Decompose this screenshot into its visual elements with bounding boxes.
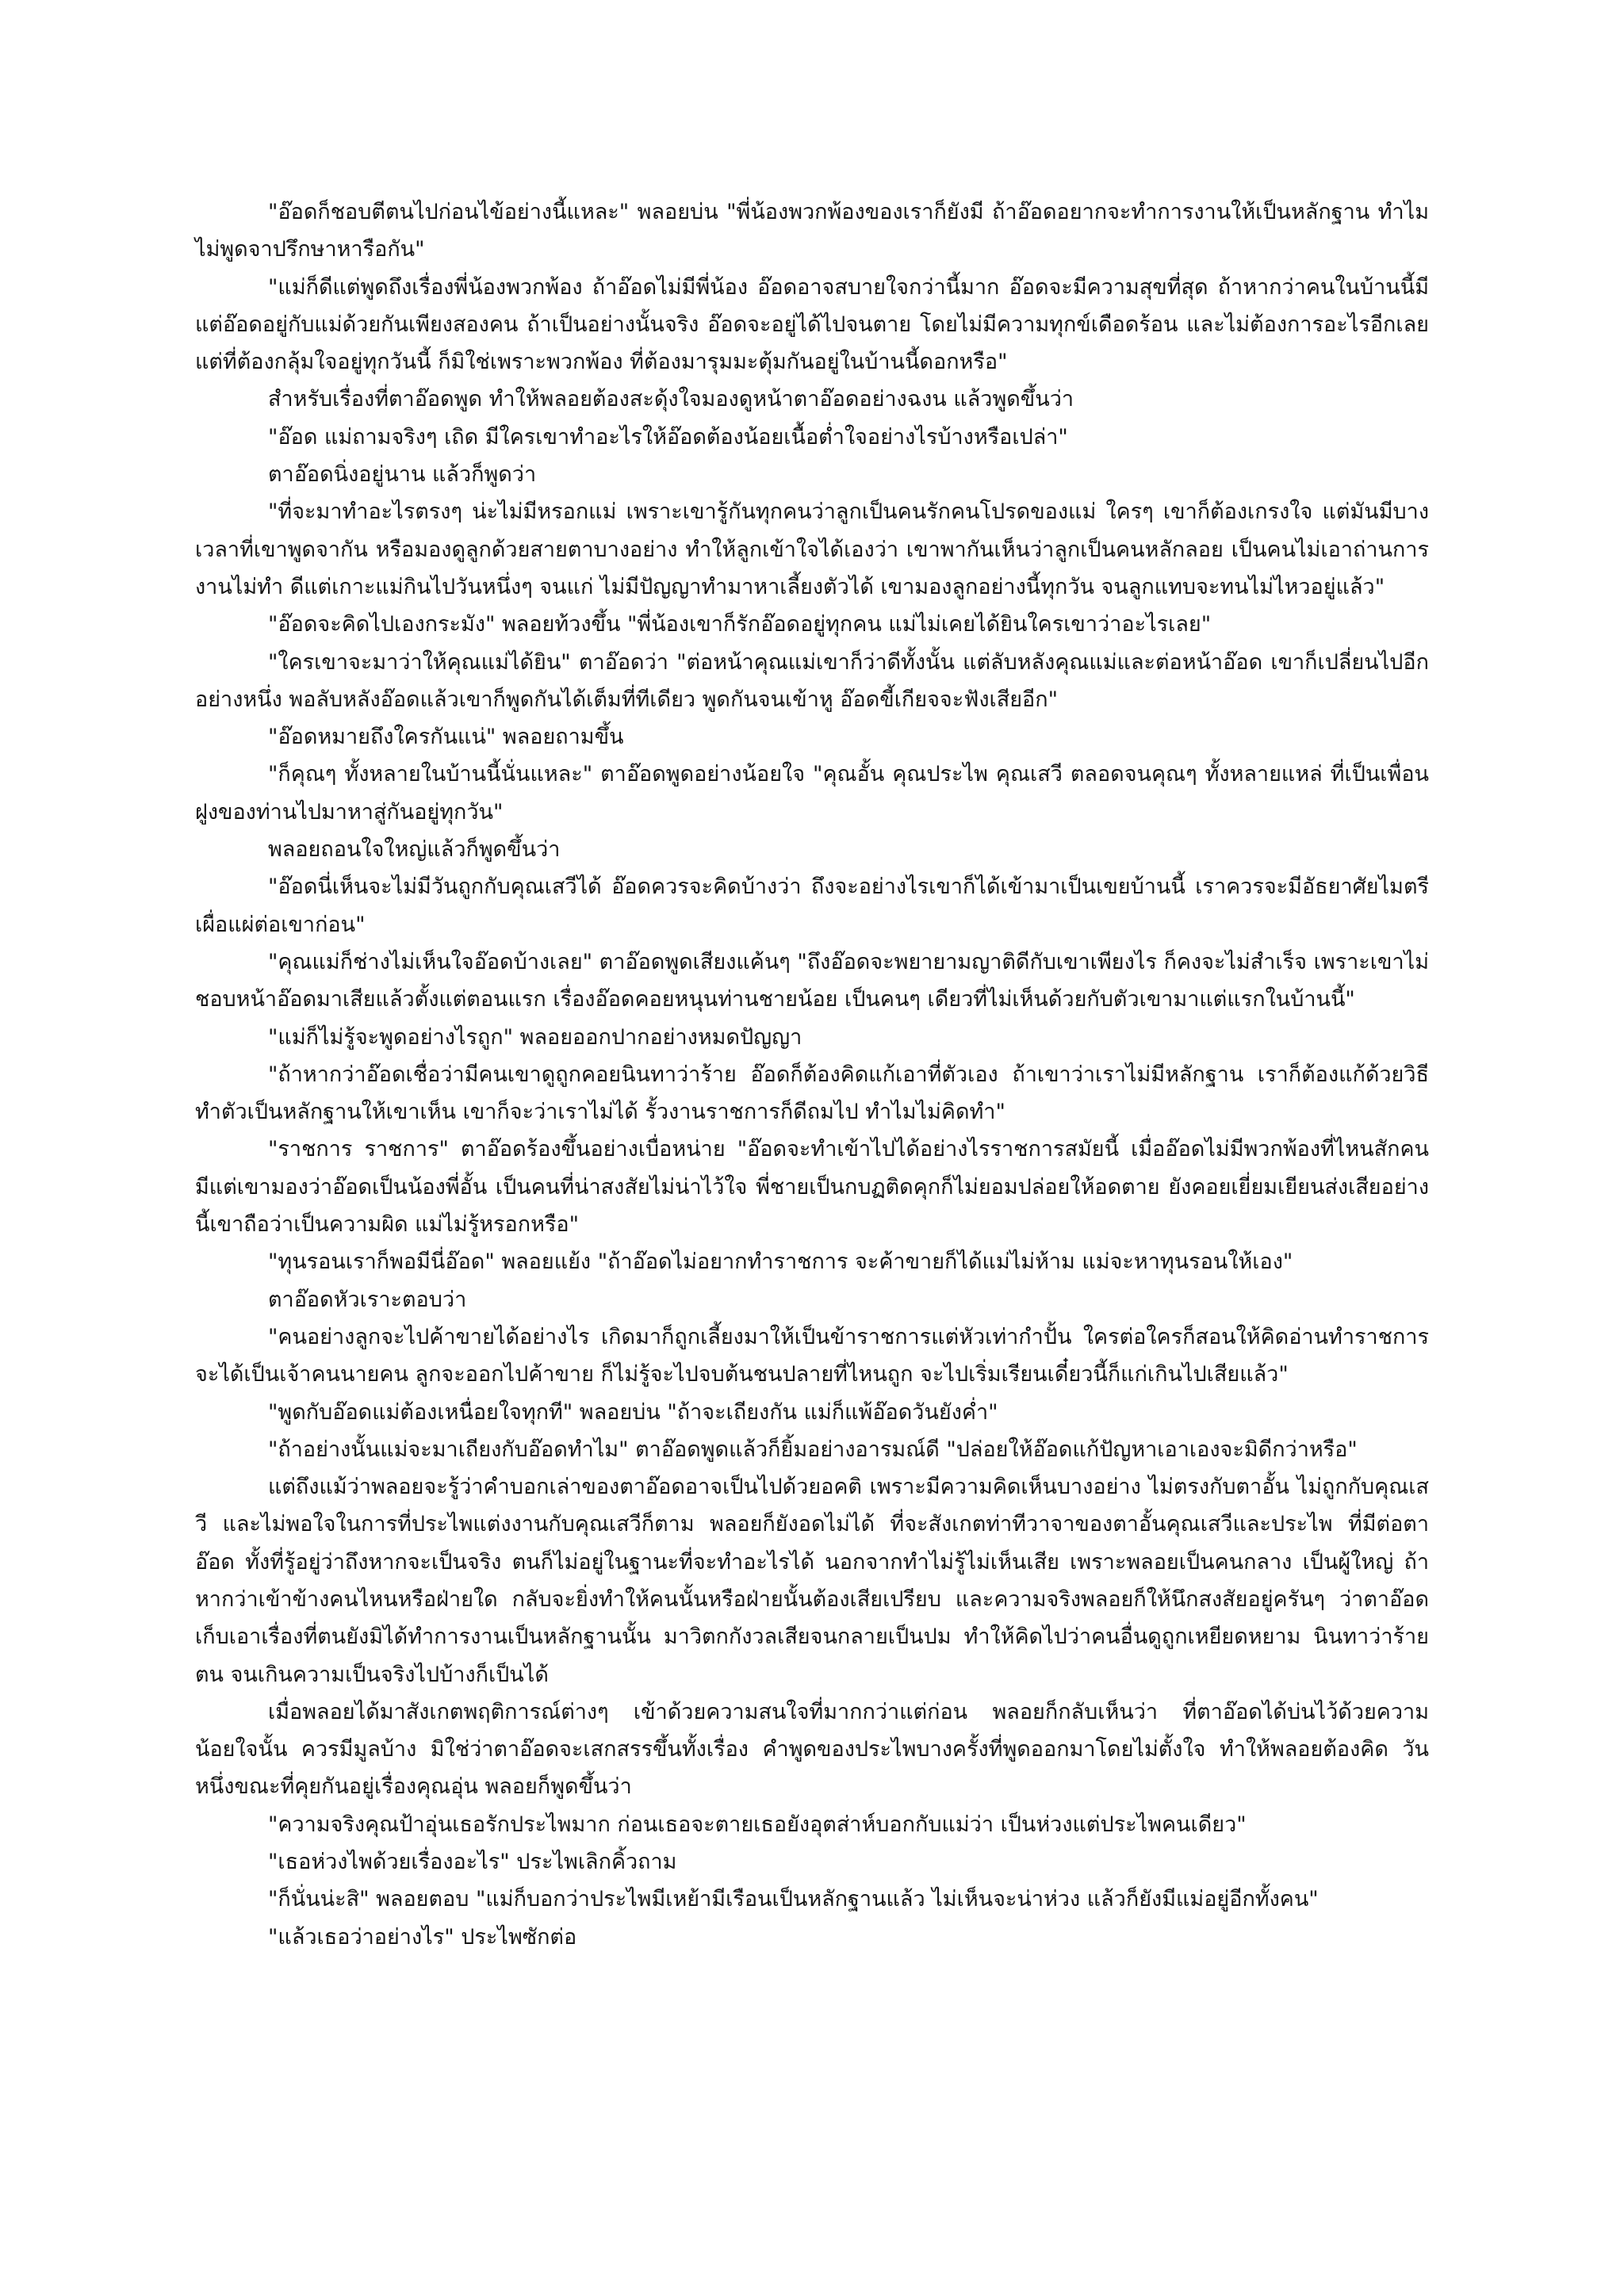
paragraph: "ความจริงคุณป้าอุ่นเธอรักประไพมาก ก่อนเธอจะตายเธอยังอุตส่าห์บอกกับแม่ว่า เป็นห่วงแต่ประไพคนเดียว"	[268, 1812, 1247, 1837]
paragraph: "เธอห่วงไพด้วยเรื่องอะไร" ประไพเลิกคิ้วถาม	[268, 1850, 677, 1875]
body-text	[195, 193, 1429, 1956]
paragraph: "คนอย่างลูกจะไปค้าขายได้อย่างไร เกิดมาก็ถูกเลี้ยงมาให้เป็นข้าราชการแต่หัวเท่ากำปั้น ใครต่อใครก็สอนให้คิดอ่านทำราชการ จะได้เป็นเจ้าคนนายคน ลูกจะออกไปค้าขาย ก็ไม่รู้จะไปจบต้นชนปลายที่ไหนถูก จะไปเริ่มเรียนเดี๋ยวนี้ก็แก่เกินไปเสียแล้ว"	[195, 1324, 1429, 1387]
paragraph: "ถ้าอย่างนั้นแม่จะมาเถียงกับอ๊อดทำไม" ตาอ๊อดพูดแล้วก็ยิ้มอย่างอารมณ์ดี "ปล่อยให้อ๊อดแก้ปัญหาเอาเองจะมิดีกว่าหรือ"	[268, 1437, 1358, 1462]
paragraph: "แม่ก็ดีแต่พูดถึงเรื่องพี่น้องพวกพ้อง ถ้าอ๊อดไม่มีพี่น้อง อ๊อดอาจสบายใจกว่านี้มาก อ๊อดจะมีความสุขที่สุด ถ้าหากว่าคนในบ้านนี้มีแต่อ๊อดอยู่กับแม่ด้วยกันเพียงสองคน ถ้าเป็นอย่างนั้นจริง อ๊อดจะอยู่ได้ไปจนตาย โดยไม่มีความทุกข์เดือดร้อน และไม่ต้องการอะไรอีกเลย แต่ที่ต้องกลุ้มใจอยู่ทุกวันนี้ ก็มิใช่เพราะพวกพ้อง ที่ต้องมารุมมะตุ้มกันอยู่ในบ้านนี้ดอกหรือ"	[195, 274, 1429, 375]
paragraph: "อ๊อดก็ชอบตีตนไปก่อนไข้อย่างนี้แหละ" พลอยบ่น "พี่น้องพวกพ้องของเราก็ยังมี ถ้าอ๊อดอยากจะทำการงานให้เป็นหลักฐาน ทำไมไม่พูดจาปรึกษาหารือกัน"	[195, 200, 1429, 262]
paragraph: "ถ้าหากว่าอ๊อดเชื่อว่ามีคนเขาดูถูกคอยนินทาว่าร้าย อ๊อดก็ต้องคิดแก้เอาที่ตัวเอง ถ้าเขาว่าเราไม่มีหลักฐาน เราก็ต้องแก้ด้วยวิธีทำตัวเป็นหลักฐานให้เขาเห็น เขาก็จะว่าเราไม่ได้ รั้วงานราชการก็ดีถมไป ทำไมไม่คิดทำ"	[195, 1062, 1429, 1125]
paragraph: เมื่อพลอยได้มาสังเกตพฤติการณ์ต่างๆ เข้าด้วยความสนใจที่มากกว่าแต่ก่อน พลอยก็กลับเห็นว่า ที่ตาอ๊อดได้บ่นไว้ด้วยความน้อยใจนั้น ควรมีมูลบ้าง มิใช่ว่าตาอ๊อดจะเสกสรรขึ้นทั้งเรื่อง คำพูดของประไพบางครั้งที่พูดออกมาโดยไม่ตั้งใจ ทำให้พลอยต้องคิด วันหนึ่งขณะที่คุยกันอยู่เรื่องคุณอุ่น พลอยก็พูดขึ้นว่า	[195, 1699, 1429, 1800]
paragraph: พลอยถอนใจใหญ่แล้วก็พูดขึ้นว่า	[268, 837, 561, 863]
paragraph: ตาอ๊อดนิ่งอยู่นาน แล้วก็พูดว่า	[268, 462, 537, 488]
paragraph: "พูดกับอ๊อดแม่ต้องเหนื่อยใจทุกที" พลอยบ่น "ถ้าจะเถียงกัน แม่ก็แพ้อ๊อดวันยังค่ำ"	[268, 1399, 998, 1425]
paragraph: "ใครเขาจะมาว่าให้คุณแม่ได้ยิน" ตาอ๊อดว่า "ต่อหน้าคุณแม่เขาก็ว่าดีทั้งนั้น แต่ลับหลังคุณแม่และต่อหน้าอ๊อด เขาก็เปลี่ยนไปอีกอย่างหนึ่ง พอลับหลังอ๊อดแล้วเขาก็พูดกันได้เต็มที่ทีเดียว พูดกันจนเข้าหู อ๊อดขี้เกียจจะฟังเสียอีก"	[195, 649, 1429, 712]
paragraph: ตาอ๊อดหัวเราะตอบว่า	[268, 1287, 467, 1312]
paragraph: สำหรับเรื่องที่ตาอ๊อดพูด ทำให้พลอยต้องสะดุ้งใจมองดูหน้าตาอ๊อดอย่างฉงน แล้วพูดขึ้นว่า	[268, 387, 1074, 412]
paragraph: "ราชการ ราชการ" ตาอ๊อดร้องขึ้นอย่างเบื่อหน่าย "อ๊อดจะทำเข้าไปได้อย่างไรราชการสมัยนี้ เมื่ออ๊อดไม่มีพวกพ้องที่ไหนสักคน มีแต่เขามองว่าอ๊อดเป็นน้องพี่อั้น เป็นคนที่น่าสงสัยไม่น่าไว้ใจ พี่ชายเป็นกบฏติดคุกก็ไม่ยอมปล่อยให้อดตาย ยังคอยเยี่ยมเยียนส่งเสียอย่างนี้เขาถือว่าเป็นความผิด แม่ไม่รู้หรอกหรือ"	[195, 1137, 1429, 1238]
paragraph: "คุณแม่ก็ช่างไม่เห็นใจอ๊อดบ้างเลย" ตาอ๊อดพูดเสียงแค้นๆ "ถึงอ๊อดจะพยายามญาติดีกับเขาเพียงไร ก็คงจะไม่สำเร็จ เพราะเขาไม่ชอบหน้าอ๊อดมาเสียแล้วตั้งแต่ตอนแรก เรื่องอ๊อดคอยหนุนท่านชายน้อย เป็นคนๆ เดียวที่ไม่เห็นด้วยกับตัวเขามาแต่แรกในบ้านนี้"	[195, 949, 1429, 1012]
paragraph: "อ๊อดหมายถึงใครกันแน่" พลอยถามขึ้น	[268, 725, 624, 750]
paragraph: "ที่จะมาทำอะไรตรงๆ น่ะไม่มีหรอกแม่ เพราะเขารู้กันทุกคนว่าลูกเป็นคนรักคนโปรดของแม่ ใครๆ เขาก็ต้องเกรงใจ แต่มันมีบางเวลาที่เขาพูดจากัน หรือมองดูลูกด้วยสายตาบางอย่าง ทำให้ลูกเข้าใจได้เองว่า เขาพากันเห็นว่าลูกเป็นคนหลักลอย เป็นคนไม่เอาถ่านการงานไม่ทำ ดีแต่เกาะแม่กินไปวันหนึ่งๆ จนแก่ ไม่มีปัญญาทำมาหาเลี้ยงตัวได้ เขามองลูกอย่างนี้ทุกวัน จนลูกแทบจะทนไม่ไหวอยู่แล้ว"	[195, 499, 1429, 599]
paragraph: "อ๊อด แม่ถามจริงๆ เถิด มีใครเขาทำอะไรให้อ๊อดต้องน้อยเนื้อต่ำใจอย่างไรบ้างหรือเปล่า"	[268, 424, 1068, 450]
paragraph: "ก็คุณๆ ทั้งหลายในบ้านนี้นั่นแหละ" ตาอ๊อดพูดอย่างน้อยใจ "คุณอั้น คุณประไพ คุณเสวี ตลอดจนคุณๆ ทั้งหลายแหล่ ที่เป็นเพื่อนฝูงของท่านไปมาหาสู่กันอยู่ทุกวัน"	[195, 762, 1429, 825]
paragraph: "อ๊อดนี่เห็นจะไม่มีวันถูกกับคุณเสวีได้ อ๊อดควรจะคิดบ้างว่า ถึงจะอย่างไรเขาก็ได้เข้ามาเป็นเขยบ้านนี้ เราควรจะมีอัธยาศัยไมตรี เผื่อแผ่ต่อเขาก่อน"	[195, 874, 1429, 937]
paragraph: "ทุนรอนเราก็พอมีนี่อ๊อด" พลอยแย้ง "ถ้าอ๊อดไม่อยากทำราชการ จะค้าขายก็ได้แม่ไม่ห้าม แม่จะหาทุนรอนให้เอง"	[268, 1249, 1293, 1275]
paragraph: "อ๊อดจะคิดไปเองกระมัง" พลอยท้วงขึ้น "พี่น้องเขาก็รักอ๊อดอยู่ทุกคน แม่ไม่เคยได้ยินใครเขาว่าอะไรเลย"	[268, 612, 1212, 637]
paragraph: "แล้วเธอว่าอย่างไร" ประไพซักต่อ	[268, 1924, 577, 1950]
paragraph: "แม่ก็ไม่รู้จะพูดอย่างไรถูก" พลอยออกปากอย่างหมดปัญญา	[268, 1024, 802, 1050]
paragraph: "ก็นั่นน่ะสิ" พลอยตอบ "แม่ก็บอกว่าประไพมีเหย้ามีเรือนเป็นหลักฐานแล้ว ไม่เห็นจะน่าห่วง แล้วก็ยังมีแม่อยู่อีกทั้งคน"	[268, 1887, 1319, 1912]
paragraph: แต่ถึงแม้ว่าพลอยจะรู้ว่าคำบอกเล่าของตาอ๊อดอาจเป็นไปด้วยอคติ เพราะมีความคิดเห็นบางอย่าง ไม่ตรงกับตาอั้น ไม่ถูกกับคุณเสวี และไม่พอใจในการที่ประไพแต่งงานกับคุณเสวีก็ตาม พลอยก็ยังอดไม่ได้ ที่จะสังเกตท่าทีวาจาของตาอั้นคุณเสวีและประไพ ที่มีต่อตาอ๊อด ทั้งที่รู้อยู่ว่าถึงหากจะเป็นจริง ตนก็ไม่อยู่ในฐานะที่จะทำอะไรได้ นอกจากทำไม่รู้ไม่เห็นเสีย เพราะพลอยเป็นคนกลาง เป็นผู้ใหญ่ ถ้าหากว่าเข้าข้างคนไหนหรือฝ่ายใด กลับจะยิ่งทำให้คนนั้นหรือฝ่ายนั้นต้องเสียเปรียบ และความจริงพลอยก็ให้นึกสงสัยอยู่ครันๆ ว่าตาอ๊อดเก็บเอาเรื่องที่ตนยังมิได้ทำการงานเป็นหลักฐานนั้น มาวิตกกังวลเสียจนกลายเป็นปม ทำให้คิดไปว่าคนอื่นดูถูกเหยียดหยาม นินทาว่าร้ายตน จนเกินความเป็นจริงไปบ้างก็เป็นได้	[195, 1475, 1429, 1687]
